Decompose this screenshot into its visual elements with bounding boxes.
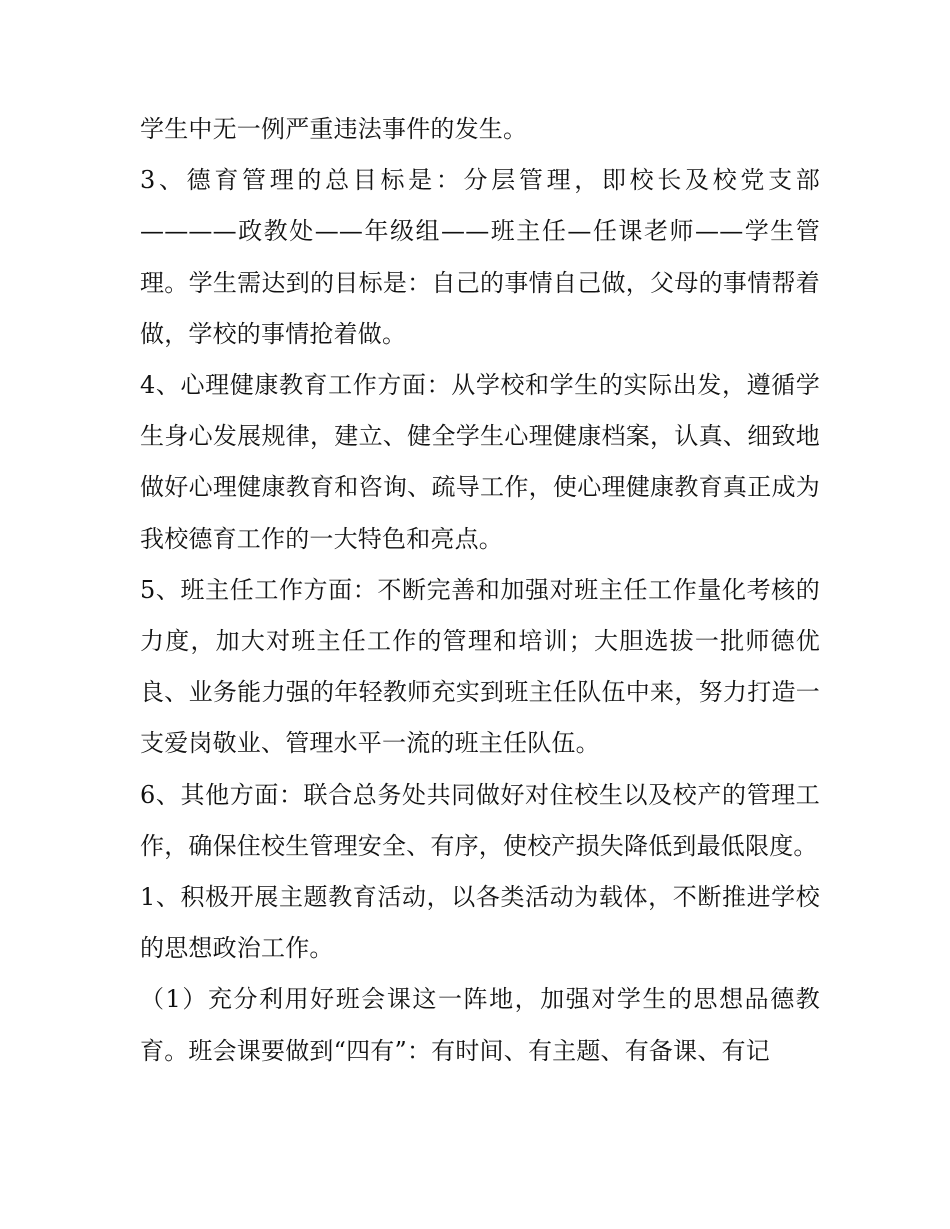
paragraph-item-6-other: 6、其他方面：联合总务处共同做好对住校生以及校产的管理工作，确保住校生管理安全、有序，使校产损失降低到最低限度。 [140,780,820,860]
paragraph-subitem-1-class-meeting: （1）充分利用好班会课这一阵地，加强对学生的思想品德教育。班会课要做到“四有”：有时间、有主题、有备课、有记 [140,985,820,1065]
paragraph-item-4-mental-health: 4、心理健康教育工作方面：从学校和学生的实际出发，遵循学生身心发展规律，建立、健全学生心理健康档案，认真、细致地做好心理健康教育和咨询、疏导工作，使心理健康教育真正成为我校德育工作的一大特色和亮点。 [140,371,820,553]
paragraph-continuation: 学生中无一例严重违法事件的发生。 [140,115,528,143]
paragraph-item-1-theme-education: 1、积极开展主题教育活动，以各类活动为载体，不断推进学校的思想政治工作。 [140,883,820,963]
paragraph-item-5-head-teacher: 5、班主任工作方面：不断完善和加强对班主任工作量化考核的力度，加大对班主任工作的管理和培训；大胆选拔一批师德优良、业务能力强的年轻教师充实到班主任队伍中来，努力打造一支爱岗敬业、管理水平一流的班主任队伍。 [140,575,820,758]
paragraph-item-3-moral-management: 3、德育管理的总目标是：分层管理，即校长及校党支部————政教处——年级组——班主任—任课老师——学生管理。学生需达到的目标是：自己的事情自己做，父母的事情帮着做，学校的事情抢着做。 [140,166,820,348]
document-body [140,104,820,1077]
